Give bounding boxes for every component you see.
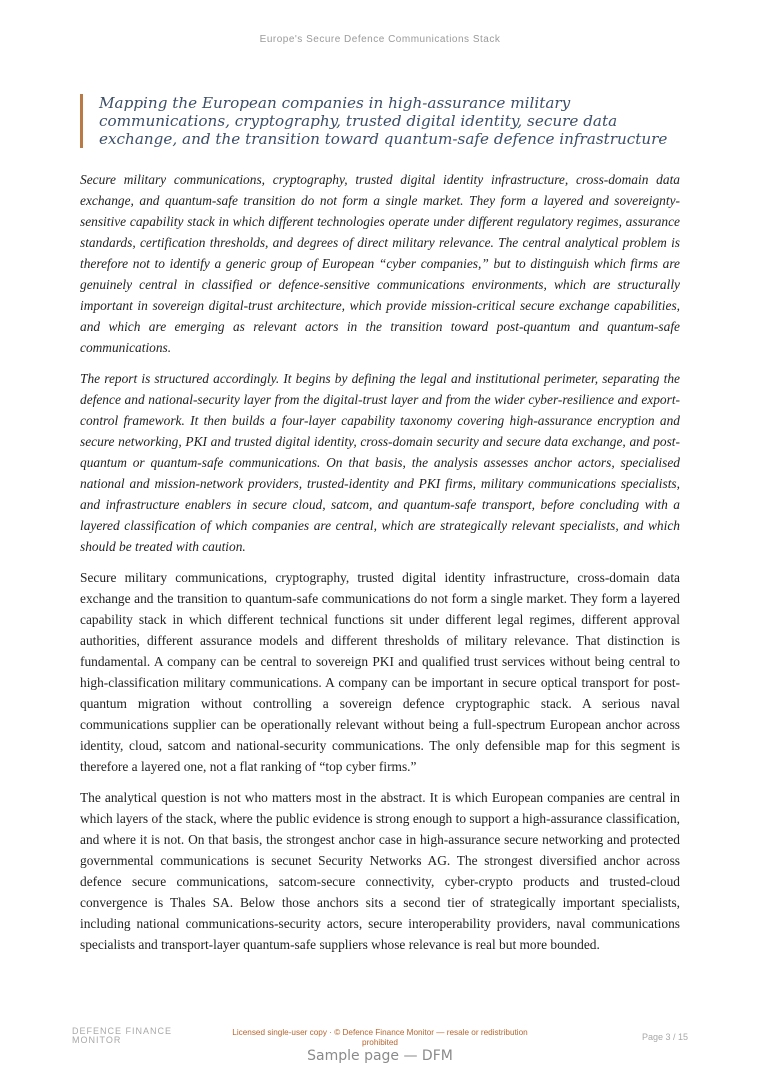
subtitle-block xyxy=(80,94,680,148)
sample-page-label: Sample page — DFM xyxy=(307,1048,453,1064)
footer-brand xyxy=(72,1027,172,1045)
body-paragraph-1: Secure military communications, cryptography, trusted digital identity infrastructure, cross-domain data exchange and the transition to quantum-safe communications do not form a single market. They form a layered capability stack in which different technical functions sit under different legal regimes, different approval authorities, different assurance models and different thresholds of military relevance. That distinction is fundamental. A company can be central to sovereign PKI and qualified trust services without being central to high-classification military communications. A company can be important in secure optical transport for post-quantum migration without controlling a sovereign defence cryptographic stack. A serious naval communications supplier can be operationally relevant without being a full-spectrum European anchor across identity, cloud, satcom and national-security communications. The only defensible map for this segment is therefore a layered one, not a flat ranking of “top cyber firms.” xyxy=(80,570,680,774)
footer-license-notice: Licensed single-user copy · © Defence Finance Monitor — resale or redistribution prohibited xyxy=(232,1028,528,1047)
intro-paragraph-1: Secure military communications, cryptography, trusted digital identity infrastructure, cross-domain data exchange, and quantum-safe transition do not form a single market. They form a layered and sovereignty-sensitive capability stack in which different technologies operate under different regulatory regimes, assurance standards, certification thresholds, and degrees of direct military relevance. The central analytical problem is therefore not to identify a generic group of European “cyber companies,” but to distinguish which firms are genuinely central in classified or defence-sensitive communications environments, which are structurally important in sovereign digital-trust architecture, which provide mission-critical secure exchange capabilities, and which are emerging as relevant actors in the transition toward post-quantum and quantum-safe communications. xyxy=(80,172,680,355)
running-header: Europe's Secure Defence Communications Stack xyxy=(259,34,501,45)
body-content xyxy=(80,169,680,965)
background-watermark: ​ xyxy=(81,414,159,524)
page-number: Page 3 / 15 xyxy=(641,1032,688,1042)
body-paragraph-2: The analytical question is not who matters most in the abstract. It is which European companies are central in which layers of the stack, where the public evidence is strong enough to support a high-assurance classification, and where it is not. On that basis, the strongest anchor case in high-assurance secure networking and protected governmental communications is secunet Security Networks AG. The strongest diversified anchor across defence secure communications, satcom-secure connectivity, cyber-crypto products and trusted-cloud convergence is Thales SA. Below those anchors sits a second tier of strategically important specialists, including national communications-security actors, secure interoperability providers, naval communications specialists and transport-layer quantum-safe suppliers whose relevance is real but more bounded. xyxy=(80,790,680,952)
intro-paragraph-2: The report is structured accordingly. It begins by defining the legal and institutional perimeter, separating the defence and national-security layer from the digital-trust layer and from the wider cyber-resilience and export-control framework. It then builds a four-layer capability taxonomy covering high-assurance encryption and secure networking, PKI and trusted digital identity, cross-domain security and secure data exchange, and post-quantum or quantum-safe communications. On that basis, the analysis assesses anchor actors, specialised national and mission-network providers, trusted-identity and PKI firms, military communications specialists, and infrastructure enablers in secure cloud, satcom, and quantum-safe transport, before concluding with a layered classification of which companies are central, which are strategically relevant specialists, and which should be treated with caution. xyxy=(80,371,680,554)
footer-brand-line-2: MONITOR xyxy=(72,1035,122,1045)
footer-brand-line-1: DEFENCE FINANCE xyxy=(72,1026,173,1036)
document-subtitle: Mapping the European companies in high-assurance military communications, cryptography, trusted digital identity, secure data exchange, and the transition toward quantum-safe defence infrastructure xyxy=(99,94,668,148)
